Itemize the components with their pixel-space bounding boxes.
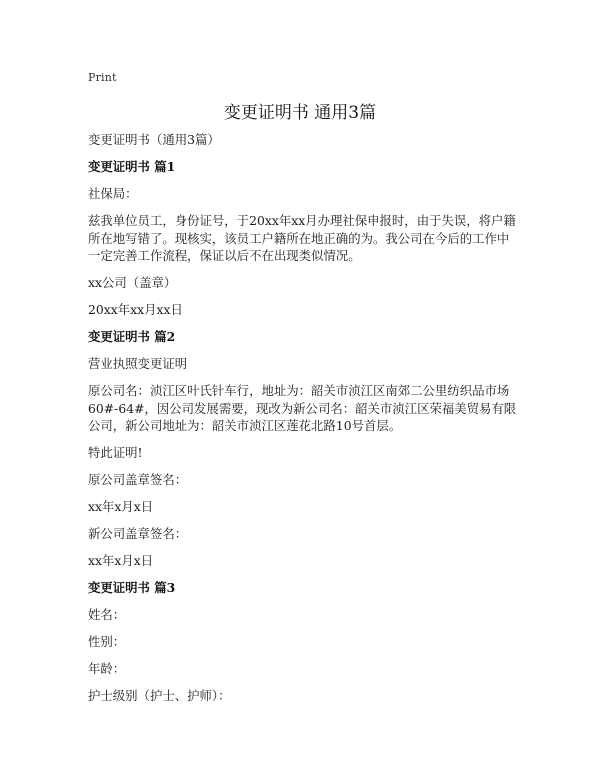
section-2-heading: 变更证明书 篇2 [88,329,176,344]
section-1-date: 20xx年xx月xx日 [88,302,183,317]
section-2-subtitle: 营业执照变更证明 [88,356,188,371]
section-3-name: 姓名： [88,607,126,622]
page-title: 变更证明书 通用3篇 [223,103,377,123]
section-3-heading: 变更证明书 篇3 [88,580,176,595]
section-3-level: 护士级别（护士、护师）： [88,688,231,703]
document-body [88,131,520,714]
intro-text: 变更证明书（通用3篇） [88,132,220,147]
section-3-gender: 性别： [88,634,126,649]
section-1-addressee: 社保局： [88,186,138,201]
section-2-new-date: xx年x月x日 [88,553,154,568]
section-2-old-date: xx年x月x日 [88,499,154,514]
section-2-new-sign: 新公司盖章签名： [88,526,188,541]
section-3-age: 年龄： [88,661,126,676]
section-1-company: xx公司（盖章） [88,275,177,290]
section-1-paragraph: 兹我单位员工，身份证号，于20xx年xx月办理社保申报时，由于失误，将户籍所在地写错了。现核实，该员工户籍所在地正确的为。我公司在今后的工作中一定完善工作流程，保证以后不在出现类似情况。 [88,213,516,263]
print-link[interactable]: Print [88,71,117,84]
section-2-old-sign: 原公司盖章签名： [88,472,188,487]
section-1-heading: 变更证明书 篇1 [88,159,176,174]
section-2-special: 特此证明! [88,445,143,460]
section-2-paragraph: 原公司名：浈江区叶氏针车行，地址为：韶关市浈江区南郊二公里纺织品市场60#-64#，因公司发展需要，现改为新公司名：韶关市浈江区荣福美贸易有限公司，新公司地址为：韶关市浈江区莲花北路10号首层。 [88,383,517,433]
